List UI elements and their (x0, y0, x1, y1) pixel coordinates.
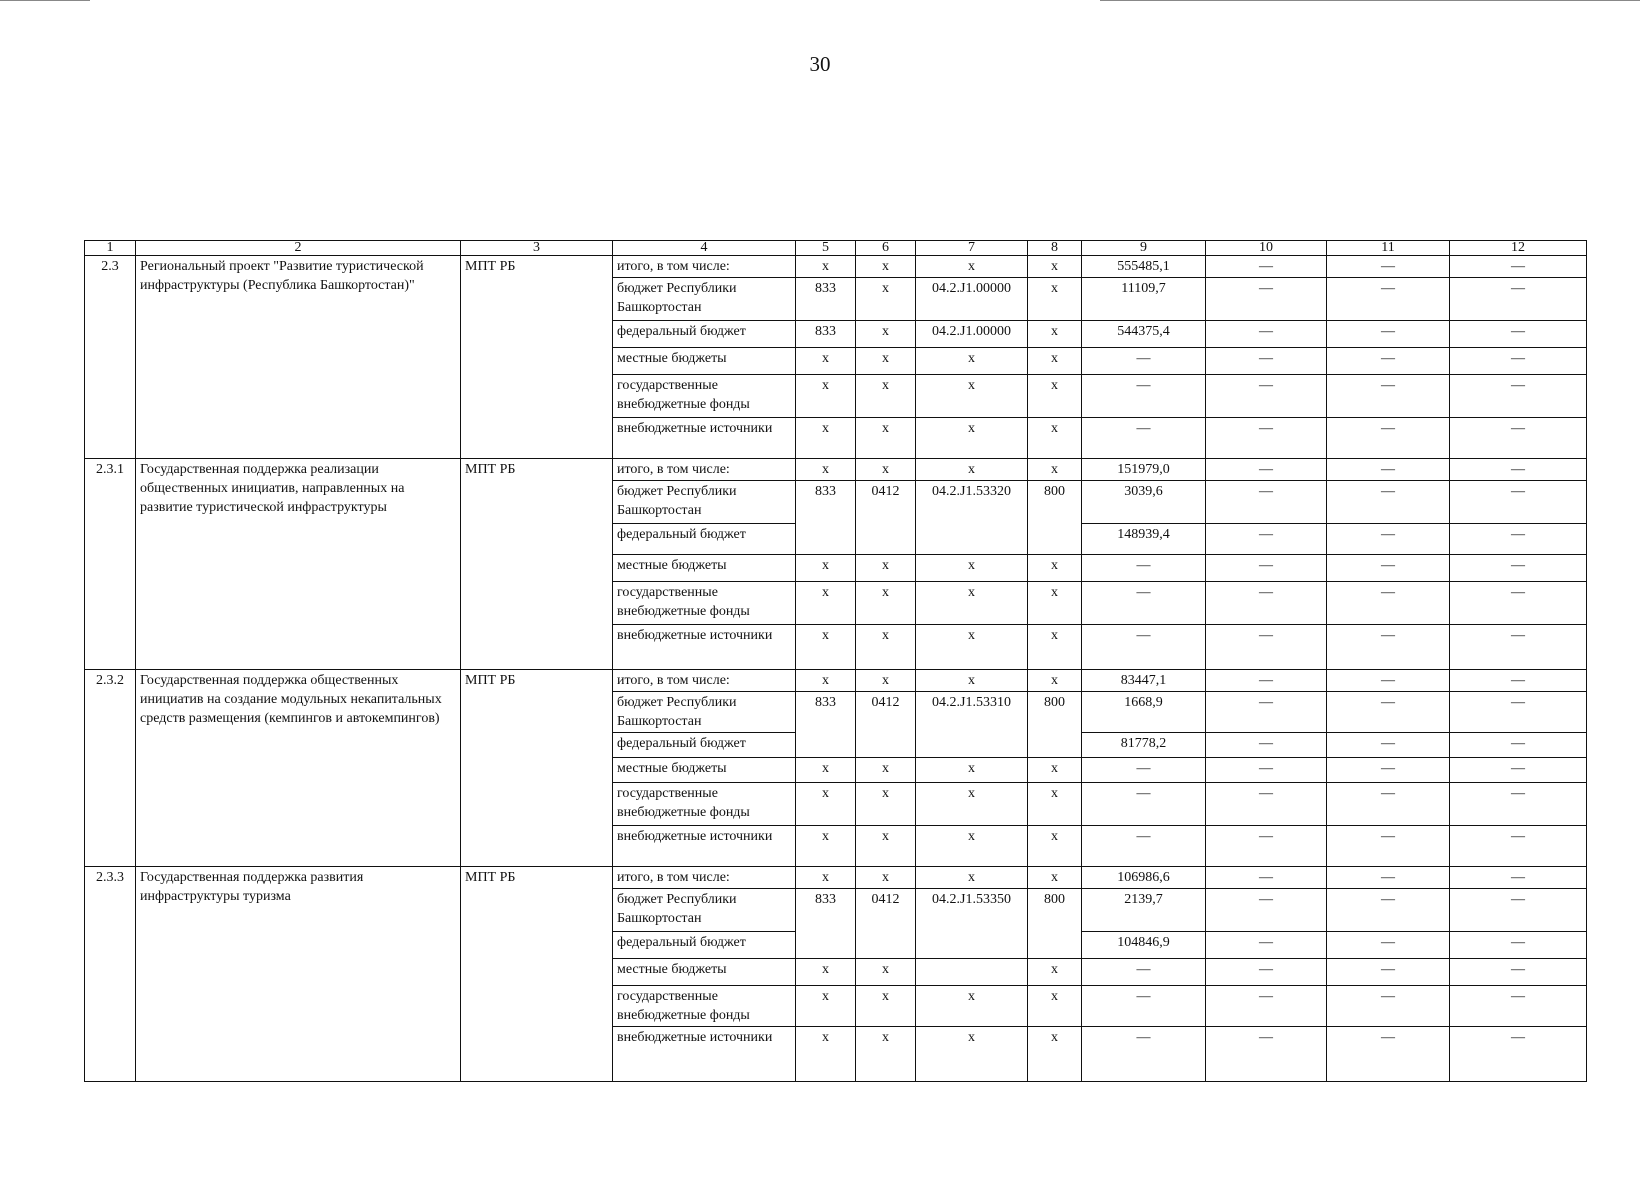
budget-code-c8: x (1028, 459, 1082, 481)
budget-code-c6: x (856, 625, 916, 670)
amount-col-11: — (1327, 867, 1450, 889)
amount-total: — (1082, 783, 1206, 826)
budget-code-c7: x (916, 348, 1028, 375)
amount-col-10: — (1206, 524, 1327, 555)
budget-code-c5: x (796, 418, 856, 459)
budget-code-c6: x (856, 348, 916, 375)
budget-code-c8: x (1028, 986, 1082, 1027)
amount-col-10: — (1206, 278, 1327, 321)
funding-source: местные бюджеты (613, 959, 796, 986)
amount-col-11: — (1327, 826, 1450, 867)
page-number: 30 (809, 52, 831, 76)
budget-code-c7: 04.2.J1.53350 (916, 889, 1028, 959)
funding-source: государственные внебюджетные фонды (613, 783, 796, 826)
budget-code-c7: x (916, 625, 1028, 670)
column-number-7: 7 (916, 241, 1028, 256)
item-name: Государственная поддержка развития инфраструктуры туризма (136, 867, 461, 1082)
responsible-executor: МПТ РБ (461, 459, 613, 670)
budget-code-c5: 833 (796, 889, 856, 959)
amount-total: 148939,4 (1082, 524, 1206, 555)
budget-code-c8: x (1028, 278, 1082, 321)
budget-code-c7: x (916, 867, 1028, 889)
budget-code-c8: x (1028, 555, 1082, 582)
column-number-row (85, 241, 1587, 256)
budget-code-c6: x (856, 986, 916, 1027)
funding-source: бюджет Республики Башкортостан (613, 481, 796, 524)
funding-source: федеральный бюджет (613, 321, 796, 348)
amount-col-12: — (1450, 321, 1587, 348)
funding-source: бюджет Республики Башкортостан (613, 692, 796, 733)
amount-col-10: — (1206, 418, 1327, 459)
funding-source: федеральный бюджет (613, 524, 796, 555)
amount-col-10: — (1206, 1027, 1327, 1082)
amount-total: — (1082, 348, 1206, 375)
budget-code-c6: x (856, 1027, 916, 1082)
budget-code-c8: x (1028, 1027, 1082, 1082)
budget-code-c6: x (856, 670, 916, 692)
amount-col-10: — (1206, 783, 1327, 826)
budget-code-c8: x (1028, 348, 1082, 375)
column-number-5: 5 (796, 241, 856, 256)
amount-col-11: — (1327, 459, 1450, 481)
amount-col-12: — (1450, 986, 1587, 1027)
amount-col-12: — (1450, 889, 1587, 932)
amount-col-11: — (1327, 555, 1450, 582)
amount-col-11: — (1327, 670, 1450, 692)
budget-code-c6: 0412 (856, 481, 916, 555)
amount-col-12: — (1450, 481, 1587, 524)
amount-col-11: — (1327, 783, 1450, 826)
budget-code-c7: 04.2.J1.53310 (916, 692, 1028, 758)
budget-code-c8: 800 (1028, 481, 1082, 555)
budget-code-c6: 0412 (856, 889, 916, 959)
amount-total: — (1082, 826, 1206, 867)
amount-col-11: — (1327, 348, 1450, 375)
amount-col-12: — (1450, 692, 1587, 733)
amount-col-11: — (1327, 278, 1450, 321)
budget-code-c6: x (856, 459, 916, 481)
amount-col-12: — (1450, 278, 1587, 321)
budget-code-c5: x (796, 959, 856, 986)
budget-code-c8: x (1028, 670, 1082, 692)
budget-code-c7: 04.2.J1.00000 (916, 321, 1028, 348)
budget-code-c5: x (796, 256, 856, 278)
budget-code-c8: x (1028, 783, 1082, 826)
responsible-executor: МПТ РБ (461, 256, 613, 459)
budget-code-c7: x (916, 582, 1028, 625)
amount-col-11: — (1327, 932, 1450, 959)
amount-col-12: — (1450, 783, 1587, 826)
funding-source: итого, в том числе: (613, 670, 796, 692)
amount-total: — (1082, 555, 1206, 582)
budget-code-c8: x (1028, 867, 1082, 889)
amount-total: — (1082, 1027, 1206, 1082)
amount-total: 81778,2 (1082, 733, 1206, 758)
funding-source: внебюджетные источники (613, 418, 796, 459)
amount-col-12: — (1450, 733, 1587, 758)
budget-code-c6: x (856, 783, 916, 826)
amount-col-12: — (1450, 826, 1587, 867)
amount-col-12: — (1450, 582, 1587, 625)
amount-total: 106986,6 (1082, 867, 1206, 889)
amount-col-10: — (1206, 625, 1327, 670)
budget-code-c7 (916, 959, 1028, 986)
amount-col-10: — (1206, 733, 1327, 758)
funding-source: государственные внебюджетные фонды (613, 986, 796, 1027)
amount-col-11: — (1327, 889, 1450, 932)
amount-total: — (1082, 986, 1206, 1027)
budget-code-c5: x (796, 555, 856, 582)
column-number-4: 4 (613, 241, 796, 256)
budget-code-c6: x (856, 582, 916, 625)
column-number-12: 12 (1450, 241, 1587, 256)
item-code: 2.3.2 (85, 670, 136, 867)
amount-total: 151979,0 (1082, 459, 1206, 481)
column-number-1: 1 (85, 241, 136, 256)
budget-code-c5: x (796, 582, 856, 625)
amount-col-11: — (1327, 321, 1450, 348)
amount-col-12: — (1450, 758, 1587, 783)
amount-total: 3039,6 (1082, 481, 1206, 524)
budget-code-c6: x (856, 278, 916, 321)
amount-total: — (1082, 582, 1206, 625)
amount-col-10: — (1206, 321, 1327, 348)
amount-col-12: — (1450, 670, 1587, 692)
budget-code-c5: x (796, 867, 856, 889)
amount-total: — (1082, 375, 1206, 418)
item-name: Региональный проект "Развитие туристической инфраструктуры (Республика Башкортостан)" (136, 256, 461, 459)
funding-source: итого, в том числе: (613, 256, 796, 278)
amount-col-11: — (1327, 582, 1450, 625)
budget-code-c8: x (1028, 959, 1082, 986)
item-code: 2.3 (85, 256, 136, 459)
budget-code-c8: x (1028, 375, 1082, 418)
amount-col-10: — (1206, 932, 1327, 959)
budget-code-c5: x (796, 986, 856, 1027)
funding-source: итого, в том числе: (613, 459, 796, 481)
amount-col-10: — (1206, 826, 1327, 867)
budget-code-c5: x (796, 670, 856, 692)
amount-col-10: — (1206, 481, 1327, 524)
budget-code-c8: x (1028, 418, 1082, 459)
budget-code-c7: x (916, 256, 1028, 278)
budget-code-c7: x (916, 986, 1028, 1027)
amount-col-11: — (1327, 418, 1450, 459)
amount-col-10: — (1206, 670, 1327, 692)
funding-source: федеральный бюджет (613, 733, 796, 758)
item-code: 2.3.1 (85, 459, 136, 670)
table-row (85, 256, 1587, 278)
amount-col-12: — (1450, 418, 1587, 459)
amount-total: 83447,1 (1082, 670, 1206, 692)
budget-code-c7: x (916, 1027, 1028, 1082)
amount-total: 2139,7 (1082, 889, 1206, 932)
amount-total: — (1082, 625, 1206, 670)
amount-col-10: — (1206, 375, 1327, 418)
budget-code-c5: 833 (796, 692, 856, 758)
budget-code-c6: x (856, 375, 916, 418)
funding-source: внебюджетные источники (613, 1027, 796, 1082)
budget-code-c5: 833 (796, 278, 856, 321)
funding-source: бюджет Республики Башкортостан (613, 889, 796, 932)
column-number-6: 6 (856, 241, 916, 256)
budget-code-c8: x (1028, 758, 1082, 783)
budget-code-c8: x (1028, 625, 1082, 670)
funding-source: итого, в том числе: (613, 867, 796, 889)
funding-source: государственные внебюджетные фонды (613, 375, 796, 418)
amount-col-12: — (1450, 1027, 1587, 1082)
funding-source: государственные внебюджетные фонды (613, 582, 796, 625)
amount-col-11: — (1327, 758, 1450, 783)
amount-col-10: — (1206, 867, 1327, 889)
amount-col-12: — (1450, 555, 1587, 582)
budget-code-c7: x (916, 670, 1028, 692)
table-row (85, 459, 1587, 481)
budget-code-c6: x (856, 555, 916, 582)
amount-col-12: — (1450, 867, 1587, 889)
budget-code-c6: x (856, 758, 916, 783)
responsible-executor: МПТ РБ (461, 670, 613, 867)
amount-col-11: — (1327, 1027, 1450, 1082)
budget-code-c8: 800 (1028, 692, 1082, 758)
budget-code-c8: x (1028, 321, 1082, 348)
budget-code-c5: x (796, 625, 856, 670)
funding-source: местные бюджеты (613, 348, 796, 375)
budget-table (84, 240, 1587, 1082)
budget-code-c5: x (796, 348, 856, 375)
item-code: 2.3.3 (85, 867, 136, 1082)
column-number-3: 3 (461, 241, 613, 256)
amount-col-11: — (1327, 524, 1450, 555)
amount-total: 555485,1 (1082, 256, 1206, 278)
amount-total: — (1082, 418, 1206, 459)
budget-code-c5: 833 (796, 481, 856, 555)
column-number-8: 8 (1028, 241, 1082, 256)
budget-code-c5: x (796, 783, 856, 826)
budget-code-c7: x (916, 459, 1028, 481)
amount-col-12: — (1450, 625, 1587, 670)
amount-col-11: — (1327, 481, 1450, 524)
column-number-11: 11 (1327, 241, 1450, 256)
item-name: Государственная поддержка реализации общественных инициатив, направленных на развитие туристической инфраструктуры (136, 459, 461, 670)
amount-col-10: — (1206, 889, 1327, 932)
budget-code-c7: x (916, 375, 1028, 418)
budget-code-c8: x (1028, 256, 1082, 278)
amount-col-12: — (1450, 459, 1587, 481)
budget-code-c6: x (856, 418, 916, 459)
amount-col-10: — (1206, 986, 1327, 1027)
budget-code-c6: 0412 (856, 692, 916, 758)
column-number-2: 2 (136, 241, 461, 256)
amount-col-11: — (1327, 959, 1450, 986)
budget-code-c7: 04.2.J1.53320 (916, 481, 1028, 555)
budget-code-c6: x (856, 959, 916, 986)
amount-total: 544375,4 (1082, 321, 1206, 348)
amount-col-11: — (1327, 375, 1450, 418)
table-row (85, 867, 1587, 889)
budget-code-c6: x (856, 867, 916, 889)
funding-source: внебюджетные источники (613, 625, 796, 670)
funding-source: местные бюджеты (613, 758, 796, 783)
amount-total: 11109,7 (1082, 278, 1206, 321)
budget-code-c5: x (796, 375, 856, 418)
amount-col-10: — (1206, 692, 1327, 733)
funding-source: федеральный бюджет (613, 932, 796, 959)
budget-code-c5: x (796, 758, 856, 783)
budget-code-c5: x (796, 459, 856, 481)
amount-total: — (1082, 959, 1206, 986)
amount-total: — (1082, 758, 1206, 783)
budget-code-c5: x (796, 1027, 856, 1082)
amount-col-12: — (1450, 524, 1587, 555)
budget-code-c7: 04.2.J1.00000 (916, 278, 1028, 321)
item-name: Государственная поддержка общественных инициатив на создание модульных некапитальных средств размещения (кемпингов и автокемпингов) (136, 670, 461, 867)
amount-col-11: — (1327, 733, 1450, 758)
amount-col-11: — (1327, 625, 1450, 670)
budget-code-c8: x (1028, 582, 1082, 625)
budget-code-c7: x (916, 826, 1028, 867)
amount-col-10: — (1206, 582, 1327, 625)
budget-code-c5: x (796, 826, 856, 867)
table-row (85, 670, 1587, 692)
amount-col-12: — (1450, 348, 1587, 375)
budget-code-c8: x (1028, 826, 1082, 867)
amount-total: 104846,9 (1082, 932, 1206, 959)
scan-top-edge-right (1100, 0, 1640, 1)
budget-code-c5: 833 (796, 321, 856, 348)
amount-total: 1668,9 (1082, 692, 1206, 733)
funding-source: местные бюджеты (613, 555, 796, 582)
budget-code-c6: x (856, 826, 916, 867)
column-number-9: 9 (1082, 241, 1206, 256)
amount-col-10: — (1206, 459, 1327, 481)
amount-col-10: — (1206, 758, 1327, 783)
amount-col-12: — (1450, 959, 1587, 986)
amount-col-11: — (1327, 692, 1450, 733)
budget-code-c7: x (916, 758, 1028, 783)
funding-source: бюджет Республики Башкортостан (613, 278, 796, 321)
responsible-executor: МПТ РБ (461, 867, 613, 1082)
funding-source: внебюджетные источники (613, 826, 796, 867)
amount-col-10: — (1206, 555, 1327, 582)
amount-col-12: — (1450, 932, 1587, 959)
amount-col-11: — (1327, 986, 1450, 1027)
amount-col-12: — (1450, 256, 1587, 278)
column-number-10: 10 (1206, 241, 1327, 256)
budget-code-c7: x (916, 418, 1028, 459)
amount-col-10: — (1206, 959, 1327, 986)
budget-code-c6: x (856, 321, 916, 348)
amount-col-10: — (1206, 256, 1327, 278)
amount-col-11: — (1327, 256, 1450, 278)
budget-code-c7: x (916, 555, 1028, 582)
budget-code-c6: x (856, 256, 916, 278)
budget-code-c8: 800 (1028, 889, 1082, 959)
amount-col-10: — (1206, 348, 1327, 375)
amount-col-12: — (1450, 375, 1587, 418)
scan-top-edge-left (0, 0, 90, 1)
budget-code-c7: x (916, 783, 1028, 826)
